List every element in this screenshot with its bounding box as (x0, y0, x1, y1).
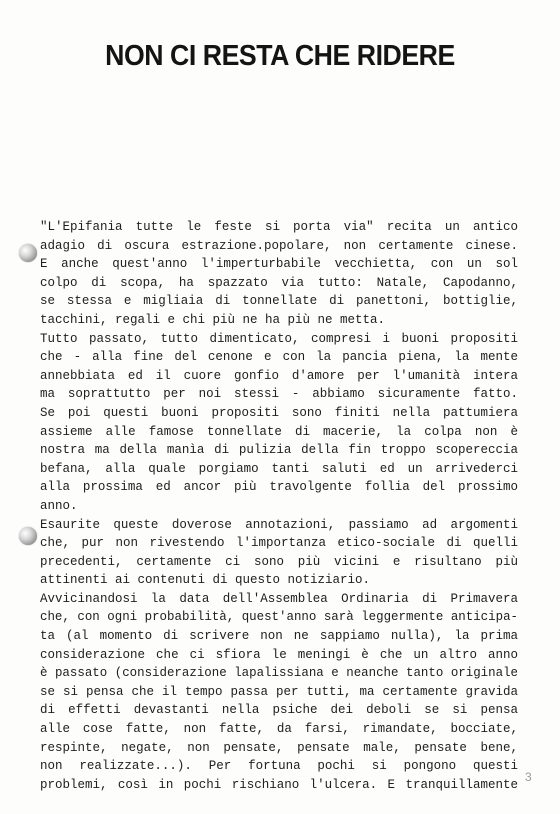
text-line: considerazione che ci sfiora le meningi è che un altro anno (40, 647, 518, 662)
text-line: "L'Epifania tutte le feste si porta via" recita un antico (40, 220, 518, 234)
text-line: nostra ma della manìa di pulizia della fin troppo scopereccia (40, 443, 518, 458)
text-line: tacchini, regali e chi più ne ha più ne metta. (40, 312, 386, 327)
text-line: se si pensa che il tempo passa per tutti, ma certamente gravida (40, 684, 518, 699)
binder-hole-icon (19, 527, 37, 545)
text-line: ma soprattutto per noi stessi - abbiamo sicuramente fatto. (40, 387, 518, 402)
body-text (40, 218, 518, 794)
text-line: befana, alla quale porgiamo tanti saluti ed un arrivederci (40, 461, 518, 476)
page-number: 3 (525, 770, 532, 784)
text-line: adagio di oscura estrazione.popolare, non certamente cinese. (40, 238, 518, 253)
text-line: annebbiata ed il cuore gonfio d'amore per l'umanità intera (40, 368, 518, 383)
text-line: se stessa e migliaia di tonnellate di panettoni, bottiglie, (40, 294, 518, 309)
text-line: alle cose fatte, non fatte, da farsi, rimandate, bocciate, (40, 722, 518, 737)
text-line: Tutto passato, tutto dimenticato, compresi i buoni propositi (40, 331, 518, 346)
binder-hole-icon (19, 244, 37, 262)
page-title: NON CI RESTA CHE RIDERE (105, 40, 455, 72)
text-line: anno. (40, 498, 78, 513)
text-line: non realizzate...). Per fortuna pochi si pongono questi (40, 759, 518, 774)
text-line: precedenti, certamente ci sono più vicini e risultano più (40, 554, 518, 569)
text-line: di effetti devastanti nella psiche dei deboli se si pensa (40, 703, 518, 718)
text-line: problemi, così in pochi rischiano l'ulcera. E tranquillamente (40, 777, 518, 792)
text-line: che, pur non rivestendo l'importanza etico-sociale di quelli (40, 536, 518, 551)
text-line: ta (al momento di scrivere non ne sappiamo nulla), la prima (40, 629, 518, 644)
text-line: E anche quest'anno l'imperturbabile vecchietta, con un sol (40, 257, 518, 272)
text-line: respinte, negate, non pensate, pensate male, pensate bene, (40, 740, 518, 755)
text-line: assieme alle famose tonnellate di macerie, la colpa non è (40, 424, 518, 439)
text-line: Avvicinandosi la data dell'Assemblea Ordinaria di Primavera (40, 591, 518, 606)
text-line: Se poi questi buoni propositi sono finiti nella pattumiera (40, 405, 518, 420)
text-line: è passato (considerazione lapalissiana e neanche tanto originale (40, 666, 518, 681)
text-line: che - alla fine del cenone e con la pancia piena, la mente (40, 350, 518, 365)
text-line: colpo di scopa, ha spazzato via tutto: Natale, Capodanno, (40, 275, 518, 290)
text-line: Esaurite queste doverose annotazioni, passiamo ad argomenti (40, 517, 518, 532)
text-line: alla prossima ed ancor più travolgente follia del prossimo (40, 480, 518, 495)
text-line: attinenti ai contenuti di questo notiziario. (40, 573, 371, 588)
text-line: che, con ogni probabilità, quest'anno sarà leggermente anticipa- (40, 610, 518, 625)
